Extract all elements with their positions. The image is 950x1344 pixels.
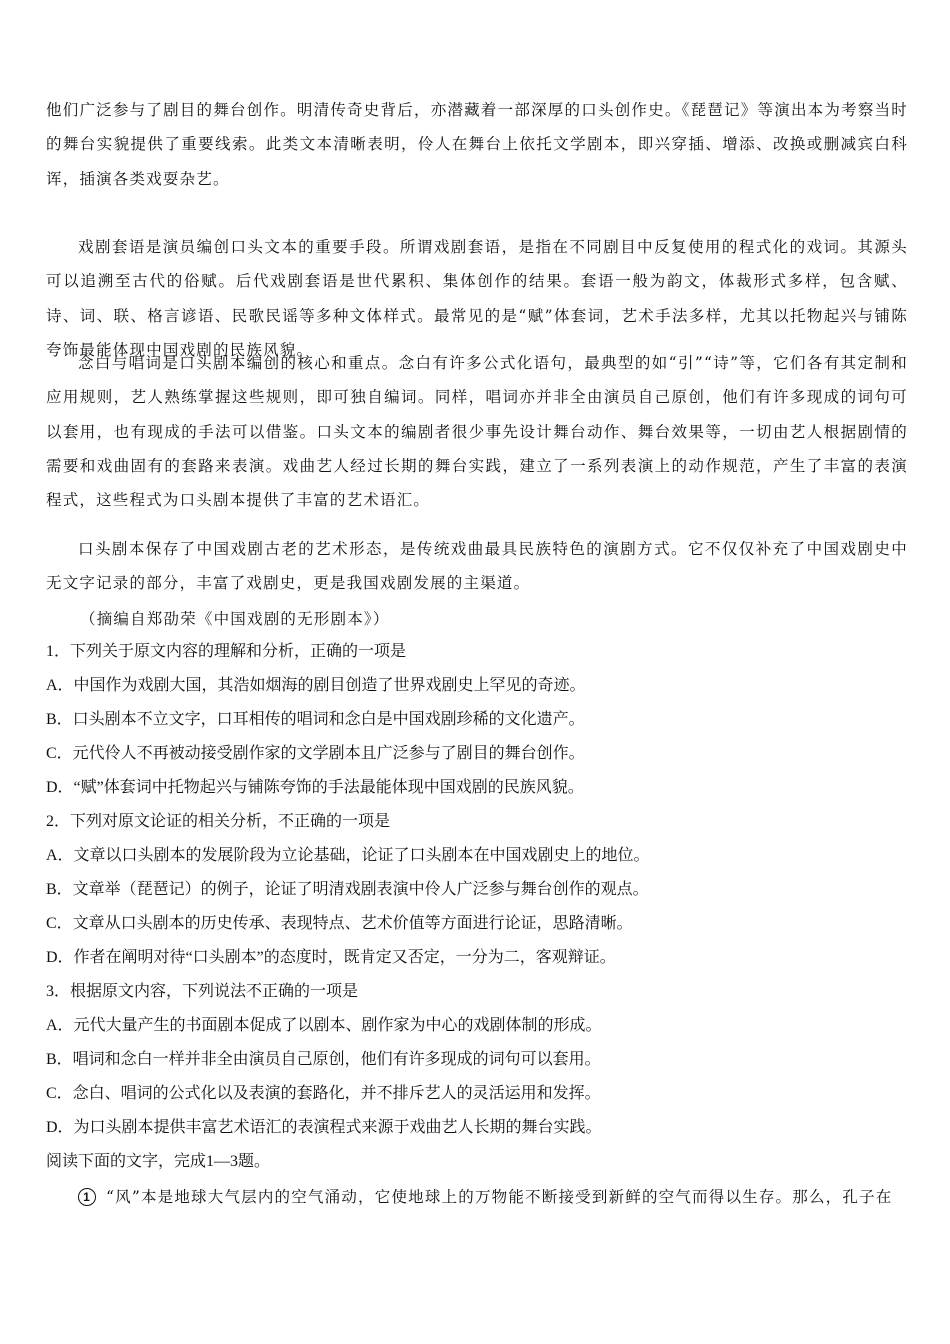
question-2-option-d[interactable]: D．作者在阐明对待“口头剧本”的态度时，既肯定又否定，一分为二，客观辩证。 (46, 949, 616, 966)
question-2-option-c[interactable]: C．文章从口头剧本的历史传承、表现特点、艺术价值等方面进行论证，思路清晰。 (46, 915, 633, 932)
question-3-option-d[interactable]: D．为口头剧本提供丰富艺术语汇的表演程式来源于戏曲艺人长期的舞台实践。 (46, 1119, 602, 1136)
next-passage-text: “风”本是地球大气层内的空气涌动，它使地球上的万物能不断接受到新鲜的空气而得以生存。那么，孔子在 (106, 1188, 893, 1206)
next-passage-first-line (78, 1180, 948, 1214)
question-2-stem: 2．下列对原文论证的相关分析，不正确的一项是 (46, 813, 391, 830)
question-3-option-a[interactable]: A．元代大量产生的书面剧本促成了以剧本、剧作家为中心的戏剧体制的形成。 (46, 1017, 602, 1034)
question-1-stem: 1．下列关于原文内容的理解和分析，正确的一项是 (46, 643, 407, 660)
question-1-option-a[interactable]: A．中国作为戏剧大国，其浩如烟海的剧目创造了世界戏剧史上罕见的奇迹。 (46, 677, 586, 694)
question-3-option-b[interactable]: B．唱词和念白一样并非全由演员自己原创，他们有许多现成的词句可以套用。 (46, 1051, 601, 1068)
question-1-option-d[interactable]: D．“赋”体套词中托物起兴与铺陈夸饰的手法最能体现中国戏剧的民族风貌。 (46, 779, 584, 796)
passage-paragraph-3: 念白与唱词是口头剧本编创的核心和重点。念白有许多公式化语句，最典型的如“引”“诗”等，它们各有其定制和应用规则，艺人熟练掌握这些规则，即可独自编词。同样，唱词亦并非全由演员自己原创，他们有许多现成的词句可以套用，也有现成的手法可以借鉴。口头文本的编剧者很少事先设计舞台动作、舞台效果等，一切由艺人根据剧情的需要和戏曲固有的套路来表演。戏曲艺人经过长期的舞台实践，建立了一系列表演上的动作规范，产生了丰富的表演程式，这些程式为口头剧本提供了丰富的艺术语汇。 (46, 354, 908, 510)
passage-paragraph-2: 戏剧套语是演员编创口头文本的重要手段。所谓戏剧套语，是指在不同剧目中反复使用的程式化的戏词。其源头可以追溯至古代的俗赋。后代戏剧套语是世代累积、集体创作的结果。套语一般为韵文，体裁形式多样，包含赋、诗、词、联、格言谚语、民歌民谣等多种文体样式。最常见的是“赋”体套词，艺术手法多样，尤其以托物起兴与铺陈夸饰最能体现中国戏剧的民族风貌。 (46, 238, 908, 359)
question-3-stem: 3．根据原文内容，下列说法不正确的一项是 (46, 983, 359, 1000)
passage-paragraph-4: 口头剧本保存了中国戏剧古老的艺术形态，是传统戏曲最具民族特色的演剧方式。它不仅仅补充了中国戏剧史中无文字记录的部分，丰富了戏剧史，更是我国戏剧发展的主渠道。 (46, 540, 908, 593)
question-1-option-c[interactable]: C．元代伶人不再被动接受剧作家的文学剧本且广泛参与了剧目的舞台创作。 (46, 745, 585, 762)
question-2-option-b[interactable]: B．文章举（琵琶记）的例子，论证了明清戏剧表演中伶人广泛参与舞台创作的观点。 (46, 881, 649, 898)
question-3-option-c[interactable]: C．念白、唱词的公式化以及表演的套路化，并不排斥艺人的灵活运用和发挥。 (46, 1085, 601, 1102)
section-instruction: 阅读下面的文字，完成1—3题。 (46, 1153, 271, 1170)
paragraph-number-marker: 1 (78, 1188, 96, 1206)
question-1-option-b[interactable]: B．口头剧本不立文字，口耳相传的唱词和念白是中国戏剧珍稀的文化遗产。 (46, 711, 585, 728)
question-2-option-a[interactable]: A．文章以口头剧本的发展阶段为立论基础，论证了口头剧本在中国戏剧史上的地位。 (46, 847, 650, 864)
passage-source: （摘编自郑劭荣《中国戏剧的无形剧本》） (80, 610, 390, 628)
passage-paragraph-1: 他们广泛参与了剧目的舞台创作。明清传奇史背后，亦潜藏着一部深厚的口头创作史。《琵琶记》等演出本为考察当时的舞台实貌提供了重要线索。此类文本清晰表明，伶人在舞台上依托文学剧本，即兴穿插、增添、改换或删减宾白科诨，插演各类戏耍杂艺。 (46, 101, 908, 188)
